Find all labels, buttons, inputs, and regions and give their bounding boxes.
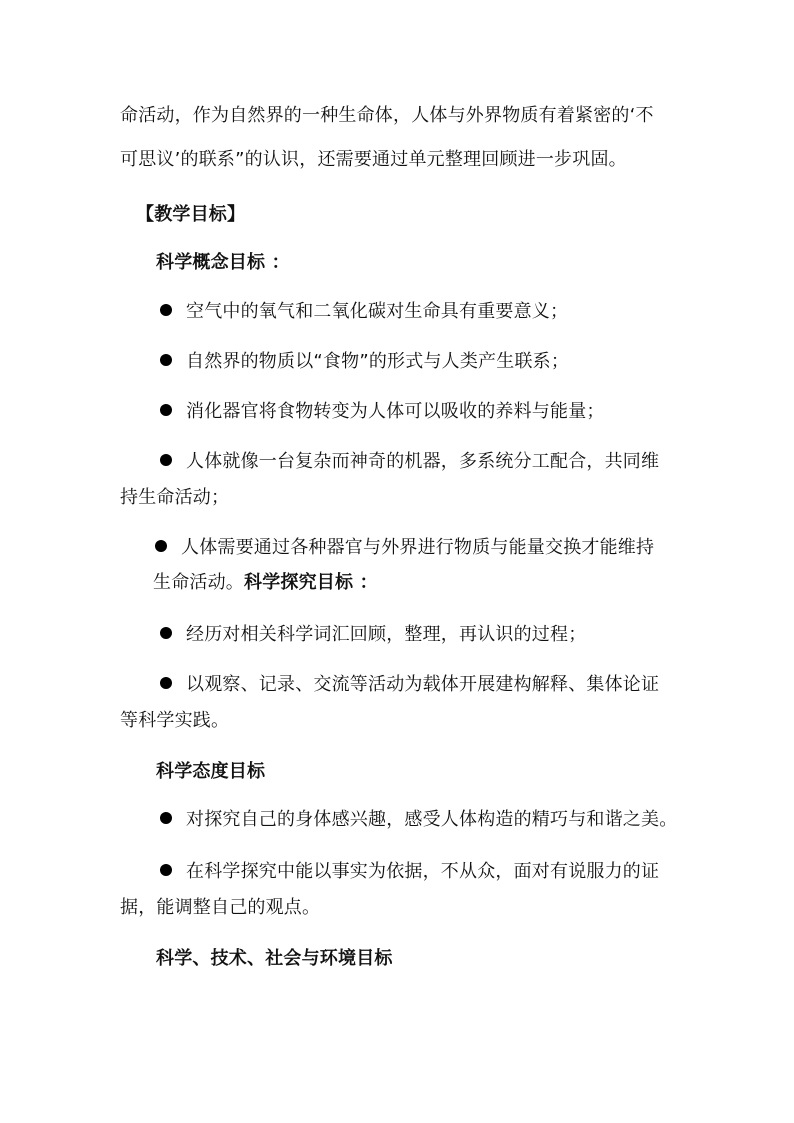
bullet-icon (155, 540, 167, 552)
bullet-item (155, 536, 654, 560)
bullet-continuation: 持生命活动； (120, 487, 230, 508)
bullet-icon (160, 354, 172, 366)
bullet-icon (160, 812, 172, 824)
bullet-icon (160, 454, 172, 466)
bullet-icon (160, 864, 172, 876)
bullet-item (160, 623, 586, 647)
attitude-heading: 科学态度目标 (156, 761, 266, 782)
concept-heading: 科学概念目标 ： (156, 252, 290, 273)
bullet-text: 空气中的氧气和二氧化碳对生命具有重要意义； (186, 301, 569, 322)
bullet-text: 对探究自己的身体感兴趣，感受人体构造的精巧与和谐之美。 (186, 809, 678, 830)
bullet-text: 在科学探究中能以事实为依据，不从众，面对有说服力的证 (186, 861, 660, 882)
section-heading: 【教学目标】 (136, 204, 246, 225)
mixed-line (153, 571, 378, 595)
bullet-item (160, 808, 677, 832)
bullet-icon (160, 404, 172, 416)
bullet-item (160, 450, 659, 474)
bullet-continuation: 生命活动。 (153, 572, 244, 593)
bullet-text: 消化器官将食物转变为人体可以吸收的养料与能量； (186, 401, 605, 422)
intro-paragraph-line: 可思议’的联系”的认识，还需要通过单元整理回顾进一步巩固。 (120, 149, 627, 170)
bullet-icon (160, 627, 172, 639)
bullet-item (160, 673, 659, 697)
inquiry-heading: 科学探究目标 ： (244, 572, 378, 593)
bullet-text: 以观察、记录、交流等活动为载体开展建构解释、集体论证 (186, 674, 660, 695)
bullet-continuation: 据，能调整自己的观点。 (120, 897, 321, 918)
bullet-icon (160, 677, 172, 689)
bullet-item (160, 860, 659, 884)
intro-paragraph-line: 命活动，作为自然界的一种生命体，人体与外界物质有着紧密的‘不 (120, 105, 654, 126)
bullet-item (160, 350, 569, 374)
bullet-text: 人体需要通过各种器官与外界进行物质与能量交换才能维持 (181, 537, 655, 558)
sts-heading: 科学、技术、社会与环境目标 (156, 948, 393, 969)
bullet-text: 经历对相关科学词汇回顾，整理，再认识的过程； (186, 624, 587, 645)
bullet-text: 人体就像一台复杂而神奇的机器，多系统分工配合，共同维 (186, 451, 660, 472)
bullet-continuation: 等科学实践。 (120, 710, 230, 731)
bullet-icon (160, 304, 172, 316)
bullet-item (160, 400, 605, 424)
bullet-item (160, 300, 568, 324)
bullet-text: 自然界的物质以“食物”的形式与人类产生联系； (186, 351, 570, 372)
